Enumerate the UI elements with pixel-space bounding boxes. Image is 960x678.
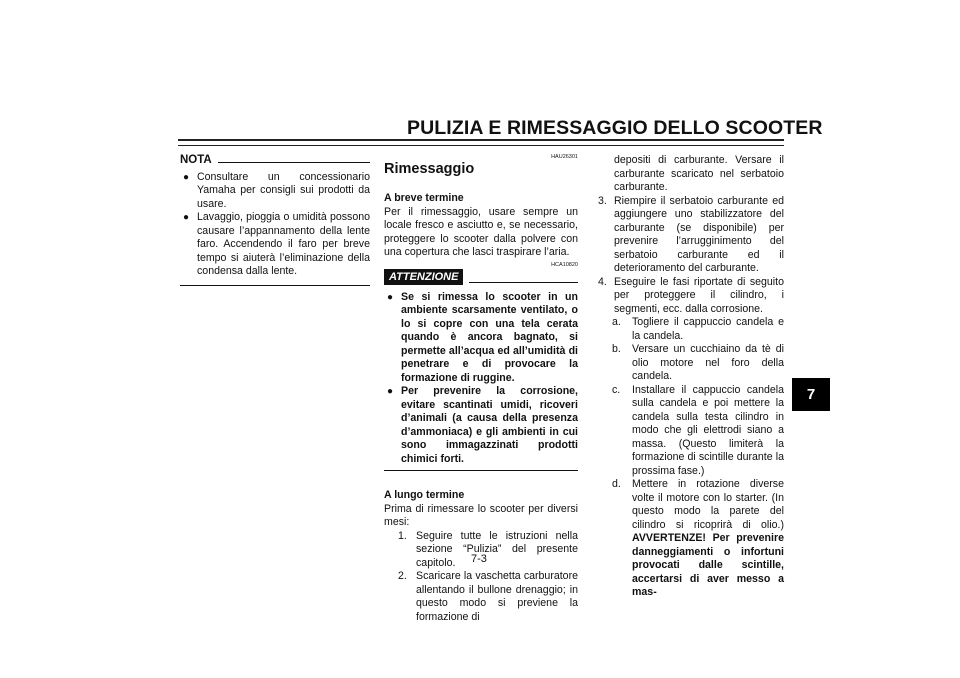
- long-term-text: Prima di rimessare lo scooter per diversi mesi:: [384, 502, 578, 528]
- nota-item: [180, 211, 370, 279]
- numbered-step: [596, 195, 784, 276]
- attention-code: HCA10820: [551, 261, 578, 268]
- bullet-icon: ●: [183, 171, 190, 183]
- attention-item: [384, 291, 578, 386]
- attention-rule: [469, 282, 578, 283]
- attention-label: ATTENZIONE: [384, 269, 463, 285]
- step-number: 2.: [398, 570, 407, 582]
- attention-item: [384, 385, 578, 466]
- step-text: Scaricare la vaschetta carburatore allentando il bullone drenaggio; in questo modo si previene la formazione di: [416, 570, 578, 623]
- nota-item-text: Consultare un concessionario Yamaha per consigli sui prodotti da usare.: [197, 170, 370, 210]
- bullet-icon: ●: [387, 386, 394, 397]
- step-number: 1.: [398, 529, 407, 542]
- chapter-tab: 7: [792, 378, 830, 411]
- step-letter: a.: [612, 316, 621, 328]
- nota-label: NOTA: [180, 154, 212, 166]
- header-rule-top: [178, 139, 784, 141]
- bullet-icon: ●: [387, 291, 394, 303]
- step-text: Installare il cappuccio candela sulla candela e poi mettere la candela sulla testa cilindro in modo che gli elettrodi siano a massa. (Questo limiterà la formazione di scintille durante la prossima fase.): [632, 383, 784, 477]
- short-term-text: Per il rimessaggio, usare sempre un locale fresco e asciutto e, se necessario, proteggere lo scooter dalla polvere con una copertura che lasci traspirare l’aria.: [384, 205, 578, 258]
- step-text: Togliere il cappuccio candela e la candela.: [632, 316, 784, 342]
- lettered-step: [596, 478, 784, 600]
- lettered-step: [596, 343, 784, 384]
- nota-end-rule: [180, 285, 370, 286]
- step-text: [632, 478, 784, 600]
- section-title: Rimessaggio: [384, 161, 475, 177]
- nota-item-text: Lavaggio, pioggia o umidità possono causare l’appannamento della lente faro. Accendendo il faro per breve tempo si aiuterà l’eliminazione della condensa dalla lente.: [197, 211, 370, 277]
- step-text: Riempire il serbatoio carburante ed aggiungere uno stabilizzatore del carburante (se disponibile) per prevenire l’arrugginimento del serbatoio carburante ed il deterioramento del carburante.: [614, 194, 784, 274]
- numbered-step: [596, 276, 784, 317]
- long-term-heading: A lungo termine: [384, 489, 465, 501]
- attention-item-text: Per prevenire la corrosione, evitare scantinati umidi, ricoveri d’animali (a causa della presenza d’ammoniaca) e gli ambienti in cui sono immagazzinati prodotti chimici forti.: [401, 385, 578, 465]
- nota-item: [180, 171, 370, 212]
- step-text: Seguire tutte le istruzioni nella sezione “Pulizia” del presente capitolo.: [416, 529, 578, 569]
- step-letter: d.: [612, 478, 621, 490]
- step-letter: b.: [612, 343, 621, 355]
- lettered-step: [596, 384, 784, 479]
- step-text-body: Mettere in rotazione diverse volte il motore con lo starter. (In questo modo la parete del cilindro si ricoprirà di olio.): [632, 478, 784, 531]
- nota-rule: [218, 162, 370, 163]
- step-text: Versare un cucchiaino da tè di olio motore nel foro della candela.: [632, 343, 784, 382]
- page-number: 7-3: [471, 553, 487, 565]
- step-number: 4.: [598, 275, 607, 288]
- step-number: 3.: [598, 194, 607, 207]
- numbered-step: [384, 570, 578, 624]
- step-text: Eseguire le fasi riportate di seguito per proteggere il cilindro, i segmenti, ecc. dalla corrosione.: [614, 275, 784, 315]
- header-rule-bottom: [178, 145, 784, 146]
- page-title: PULIZIA E RIMESSAGGIO DELLO SCOOTER: [407, 117, 823, 139]
- attention-item-text: Se si rimessa lo scooter in un ambiente scarsamente ventilato, o lo si copre con una tela cerata quando è ancora bagnato, si permette all’acqua ed all’umidità di penetrare e di provocare la formazione di ruggine.: [401, 290, 578, 384]
- attention-heading: [384, 269, 578, 285]
- lettered-step: [596, 316, 784, 343]
- section-code: HAU26301: [551, 154, 578, 160]
- left-column: [180, 154, 370, 286]
- short-term-heading: A breve termine: [384, 192, 464, 204]
- warning-text: AVVERTENZE! Per prevenire danneggiamenti o infortuni provocati dalle scintille, accertarsi di aver messo a mas-: [632, 532, 784, 598]
- step-continuation: depositi di carburante. Versare il carburante scaricato nel serbatoio carburante.: [614, 154, 784, 193]
- right-column: [596, 154, 784, 600]
- step-letter: c.: [612, 383, 621, 396]
- bullet-icon: ●: [183, 212, 190, 223]
- nota-heading: [180, 154, 370, 168]
